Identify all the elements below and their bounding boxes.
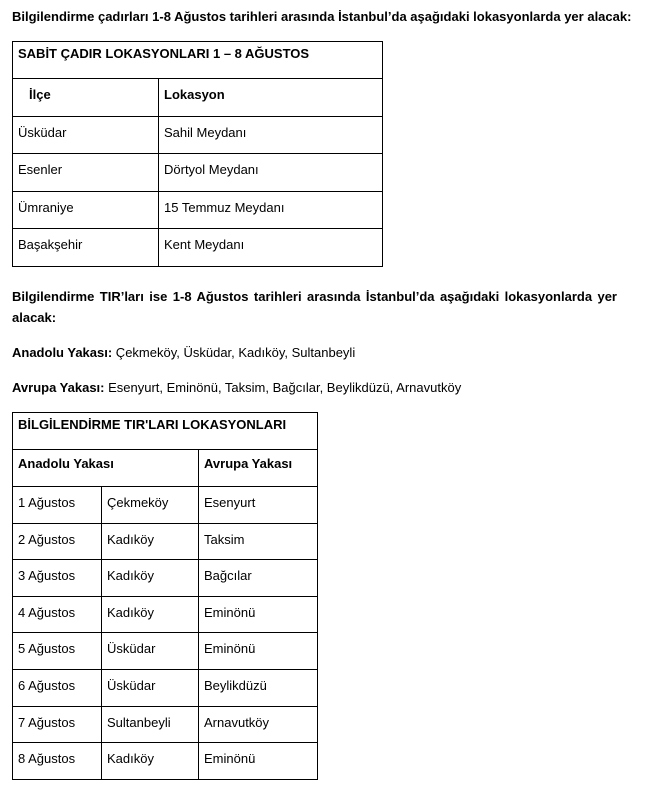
- anadolu-cell: Kadıköy: [102, 743, 199, 780]
- date-cell: 5 Ağustos: [13, 633, 102, 670]
- tir-locations-table: [12, 412, 318, 780]
- avrupa-cell: Eminönü: [199, 596, 318, 633]
- district-cell: Ümraniye: [13, 191, 159, 229]
- anadolu-label: Anadolu Yakası:: [12, 345, 113, 360]
- avrupa-cell: Arnavutköy: [199, 706, 318, 743]
- table-row: [13, 633, 318, 670]
- tent-table-title: SABİT ÇADIR LOKASYONLARI 1 – 8 AĞUSTOS: [13, 42, 383, 79]
- tir-table-title: BİLGİLENDİRME TIR'LARI LOKASYONLARI: [13, 413, 318, 450]
- avrupa-cell: Taksim: [199, 523, 318, 560]
- avrupa-cell: Esenyurt: [199, 487, 318, 524]
- table-row: [13, 229, 383, 267]
- table-row: [13, 596, 318, 633]
- avrupa-label: Avrupa Yakası:: [12, 380, 105, 395]
- table-row: [13, 743, 318, 780]
- avrupa-summary: [12, 377, 461, 398]
- date-cell: 4 Ağustos: [13, 596, 102, 633]
- date-cell: 3 Ağustos: [13, 560, 102, 597]
- table-row: [13, 669, 318, 706]
- date-cell: 8 Ağustos: [13, 743, 102, 780]
- anadolu-cell: Sultanbeyli: [102, 706, 199, 743]
- location-cell: Dörtyol Meydanı: [159, 154, 383, 192]
- district-cell: Üsküdar: [13, 116, 159, 154]
- tent-header-district: İlçe: [13, 79, 159, 117]
- intro-tir-line1: Bilgilendirme TIR’ları ise 1-8 Ağustos tarihleri arasında İstanbul’da aşağıdaki lokasyonlarda yer: [12, 289, 617, 304]
- anadolu-cell: Çekmeköy: [102, 487, 199, 524]
- table-row: [13, 560, 318, 597]
- anadolu-cell: Kadıköy: [102, 596, 199, 633]
- anadolu-cell: Kadıköy: [102, 523, 199, 560]
- tent-locations-table: [12, 41, 383, 267]
- table-row: [13, 154, 383, 192]
- anadolu-summary: [12, 342, 355, 363]
- avrupa-cell: Beylikdüzü: [199, 669, 318, 706]
- date-cell: 1 Ağustos: [13, 487, 102, 524]
- location-cell: Kent Meydanı: [159, 229, 383, 267]
- table-row: [13, 706, 318, 743]
- location-cell: Sahil Meydanı: [159, 116, 383, 154]
- avrupa-cell: Bağcılar: [199, 560, 318, 597]
- location-cell: 15 Temmuz Meydanı: [159, 191, 383, 229]
- avrupa-cell: Eminönü: [199, 743, 318, 780]
- avrupa-cell: Eminönü: [199, 633, 318, 670]
- tent-header-location: Lokasyon: [159, 79, 383, 117]
- anadolu-cell: Üsküdar: [102, 633, 199, 670]
- tir-header-anadolu: Anadolu Yakası: [13, 450, 199, 487]
- anadolu-text: Çekmeköy, Üsküdar, Kadıköy, Sultanbeyli: [112, 345, 356, 360]
- anadolu-cell: Kadıköy: [102, 560, 199, 597]
- date-cell: 6 Ağustos: [13, 669, 102, 706]
- date-cell: 2 Ağustos: [13, 523, 102, 560]
- date-cell: 7 Ağustos: [13, 706, 102, 743]
- district-cell: Esenler: [13, 154, 159, 192]
- district-cell: Başakşehir: [13, 229, 159, 267]
- table-row: [13, 487, 318, 524]
- tir-header-avrupa: Avrupa Yakası: [199, 450, 318, 487]
- table-row: [13, 191, 383, 229]
- anadolu-cell: Üsküdar: [102, 669, 199, 706]
- intro-tents: Bilgilendirme çadırları 1-8 Ağustos tarihleri arasında İstanbul’da aşağıdaki lokasyonlarda yer alacak:: [12, 9, 632, 24]
- avrupa-text: Esenyurt, Eminönü, Taksim, Bağcılar, Beylikdüzü, Arnavutköy: [104, 380, 462, 395]
- table-row: [13, 116, 383, 154]
- table-row: [13, 523, 318, 560]
- intro-tir-line2: alacak:: [12, 310, 57, 325]
